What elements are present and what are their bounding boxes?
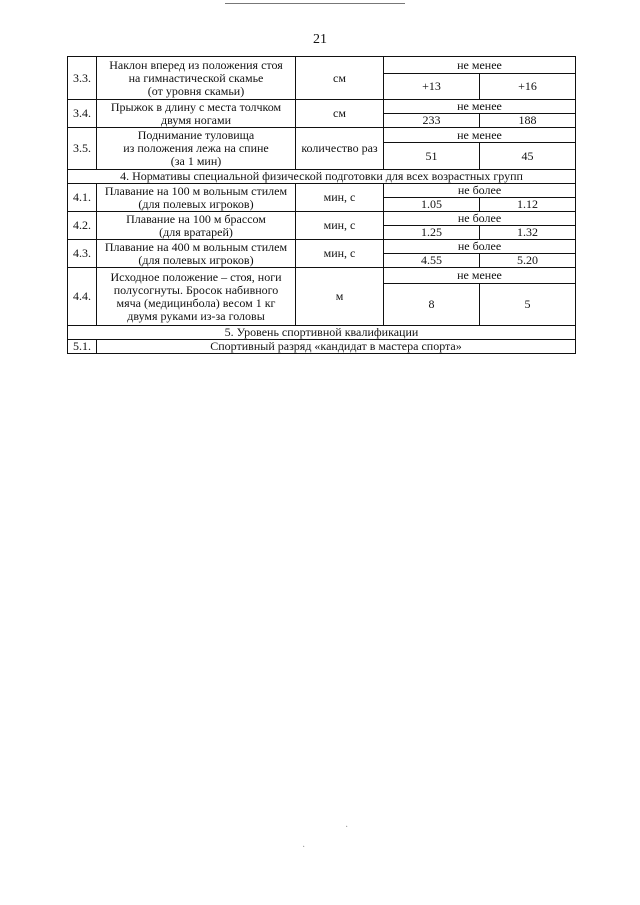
section-header: 4. Нормативы специальной физической подготовки для всех возрастных групп: [68, 170, 576, 184]
value-male: 1.05: [384, 198, 480, 212]
value-female: 5.20: [480, 254, 576, 268]
condition: не более: [384, 184, 576, 198]
value-female: 1.12: [480, 198, 576, 212]
section-header: 5. Уровень спортивной квалификации: [68, 326, 576, 340]
row-number: 3.4.: [68, 100, 97, 128]
unit: см: [296, 100, 384, 128]
row-number: 5.1.: [68, 340, 97, 354]
unit: мин, с: [296, 184, 384, 212]
test-name: Наклон вперед из положения стоя на гимнастической скамье (от уровня скамьи): [97, 57, 296, 100]
test-name: Плавание на 100 м брассом (для вратарей): [97, 212, 296, 240]
test-name: Плавание на 400 м вольным стилем (для полевых игроков): [97, 240, 296, 268]
value-female: 45: [480, 143, 576, 170]
value-female: 5: [480, 284, 576, 326]
value-female: 188: [480, 114, 576, 128]
row-number: 3.3.: [68, 57, 97, 100]
value-male: 4.55: [384, 254, 480, 268]
test-name: Плавание на 100 м вольным стилем (для полевых игроков): [97, 184, 296, 212]
condition: не менее: [384, 57, 576, 74]
condition: не менее: [384, 100, 576, 114]
margin-mark: ·: [345, 822, 349, 833]
row-number: 4.4.: [68, 268, 97, 326]
page-number: 21: [313, 32, 327, 47]
test-name: Прыжок в длину с места толчком двумя ногами: [97, 100, 296, 128]
condition: не более: [384, 212, 576, 226]
test-name: Поднимание туловища из положения лежа на спине (за 1 мин): [97, 128, 296, 170]
value-male: 233: [384, 114, 480, 128]
top-rule: [225, 3, 405, 4]
unit: см: [296, 57, 384, 100]
value-male: 51: [384, 143, 480, 170]
value-male: +13: [384, 74, 480, 100]
value-female: +16: [480, 74, 576, 100]
value-female: 1.32: [480, 226, 576, 240]
value-male: 1.25: [384, 226, 480, 240]
unit: мин, с: [296, 212, 384, 240]
margin-mark: ·: [302, 842, 306, 853]
row-number: 4.3.: [68, 240, 97, 268]
unit: количество раз: [296, 128, 384, 170]
condition: не менее: [384, 268, 576, 284]
test-name: Исходное положение – стоя, ноги полусогнуты. Бросок набивного мяча (медицинбола) весом 1 кг двумя руками из-за головы: [97, 268, 296, 326]
unit: м: [296, 268, 384, 326]
row-number: 4.1.: [68, 184, 97, 212]
condition: не менее: [384, 128, 576, 143]
unit: мин, с: [296, 240, 384, 268]
row-number: 4.2.: [68, 212, 97, 240]
test-name: Спортивный разряд «кандидат в мастера спорта»: [97, 340, 576, 354]
condition: не более: [384, 240, 576, 254]
row-number: 3.5.: [68, 128, 97, 170]
norms-table: [67, 56, 576, 354]
value-male: 8: [384, 284, 480, 326]
